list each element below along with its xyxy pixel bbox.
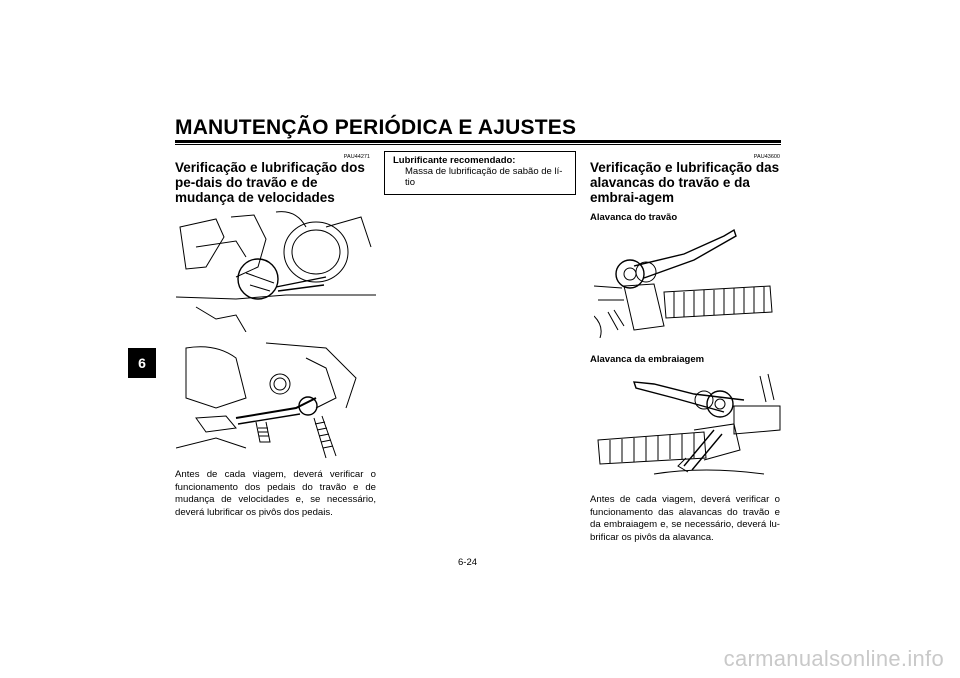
watermark: carmanualsonline.info xyxy=(723,646,944,671)
title-rule xyxy=(175,140,781,143)
brake-lever-illustration xyxy=(594,226,784,338)
section-heading-right: Verificação e lubrificação das alavancas do travão e da embrai-agem xyxy=(590,160,780,205)
page-title: MANUTENÇÃO PERIÓDICA E AJUSTES xyxy=(175,116,577,139)
body-text-right: Antes de cada viagem, deverá verificar o funcionamento das alavancas do travão e da embraiagem e, se necessário, deverá lu-brificar os pivôs da alavanca. xyxy=(590,494,780,543)
body-text-left: Antes de cada viagem, deverá verificar o funcionamento dos pedais do travão e de mudança de velocidades e, se necessário, deverá lubrificar os pivôs dos pedais. xyxy=(175,469,376,518)
page-number: 6-24 xyxy=(458,557,478,568)
subheading-clutch-lever: Alavanca da embraiagem xyxy=(590,354,705,365)
section-heading-left: Verificação e lubrificação dos pe-dais do travão e de mudança de velocidades xyxy=(175,160,365,205)
clutch-lever-illustration xyxy=(594,370,784,482)
subheading-brake-lever: Alavanca do travão xyxy=(590,212,678,223)
lubricant-value: Massa de lubrificação de sabão de lí-tio xyxy=(405,166,563,188)
section-code-left: PAU44271 xyxy=(343,154,370,160)
title-rule-thin xyxy=(175,144,781,145)
section-code-right: PAU43600 xyxy=(753,154,780,160)
brake-pedal-illustration xyxy=(176,207,376,332)
chapter-tab: 6 xyxy=(128,348,156,378)
shift-pedal-illustration xyxy=(176,338,376,466)
lubricant-box xyxy=(384,151,576,195)
lubricant-title: Lubrificante recomendado: xyxy=(393,155,516,166)
